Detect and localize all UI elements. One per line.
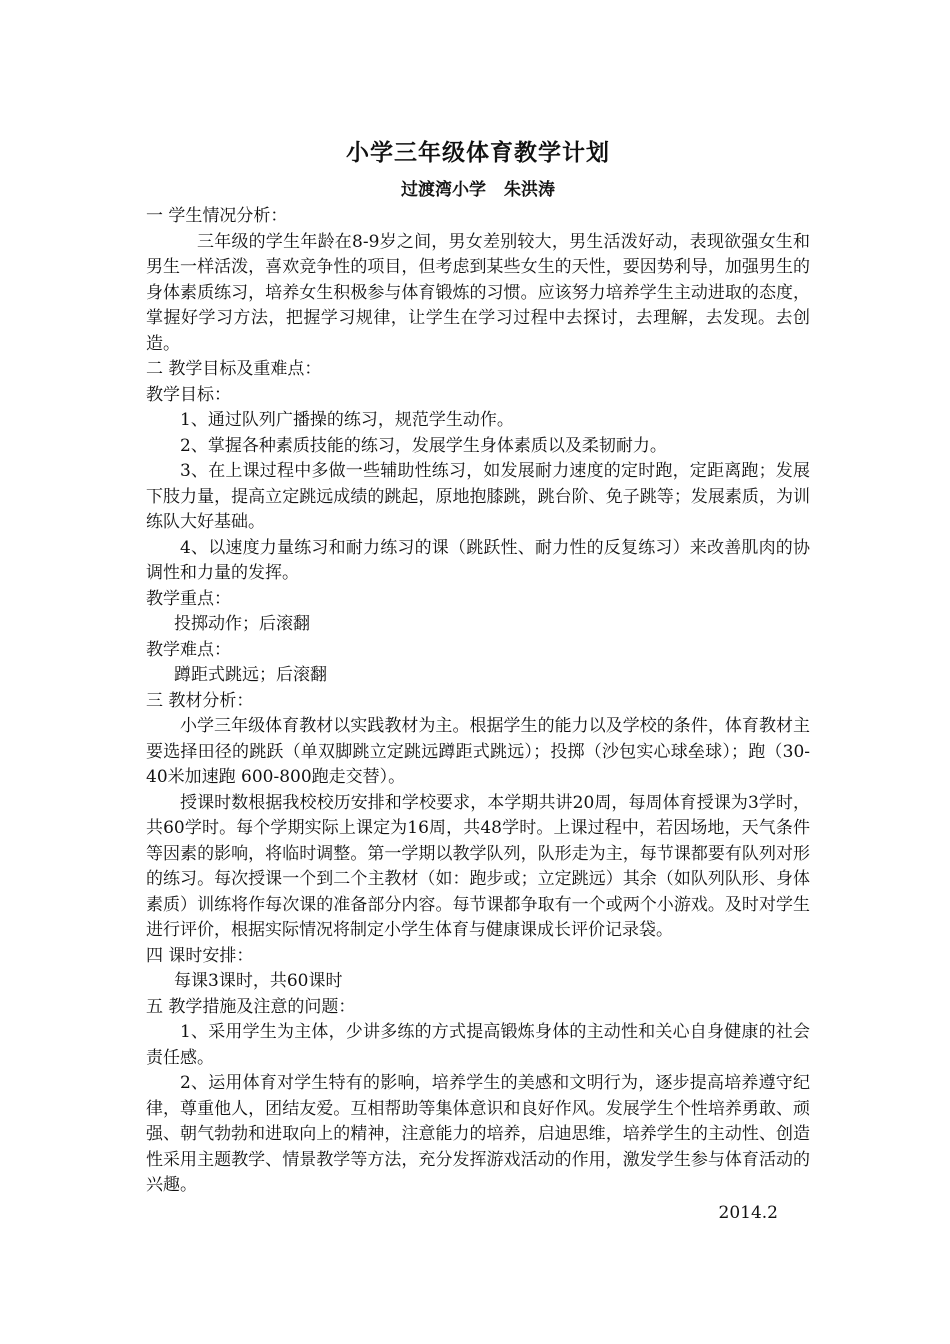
goal-item: 4、以速度力量练习和耐力练习的课（跳跃性、耐力性的反复练习）来改善肌肉的协调性和力量的发挥。: [146, 537, 810, 583]
difficult-points-text: 蹲距式跳远；后滚翻: [174, 665, 327, 685]
document-byline: [146, 178, 810, 202]
key-points-label: 教学重点：: [146, 588, 231, 609]
goal-item: 1、通过队列广播操的练习，规范学生动作。: [180, 410, 514, 430]
section1-paragraph: 三年级的学生年龄在8-9岁之间，男女差别较大，男生活泼好动，表现欲强女生和男生一样活泼，喜欢竞争性的项目，但考虑到某些女生的天性，要因势利导，加强男生的身体素质练习，培养女生积极参与体育锻炼的习惯。应该努力培养学生主动进取的态度，掌握好学习方法，把握学习规律，让学生在学习过程中去探讨，去理解，去发现。去创造。: [146, 231, 810, 354]
section4-heading: 四 课时安排：: [146, 945, 254, 966]
section3-paragraph-1: 小学三年级体育教材以实践教材为主。根据学生的能力以及学校的条件，体育教材主要选择田径的跳跃（单双脚跳立定跳远蹲距式跳远）；投掷（沙包实心球垒球）；跑（30-40米加速跑 600-800跑走交替）。: [146, 716, 810, 787]
document-date: 2014.2: [718, 1202, 778, 1223]
key-points-text: 投掷动作；后滚翻: [174, 614, 310, 634]
section3-heading: 三 教材分析：: [146, 690, 254, 711]
goals-label: 教学目标：: [146, 384, 231, 405]
difficult-points-label: 教学难点：: [146, 639, 231, 660]
section4-text: 每课3课时，共60课时: [174, 971, 343, 991]
section5-heading: 五 教学措施及注意的问题：: [146, 996, 356, 1017]
goal-item: 3、在上课过程中多做一些辅助性练习，如发展耐力速度的定时跑，定距离跑；发展下肢力量，提高立定跳远成绩的跳起，原地抱膝跳，跳台阶、免子跳等；发展素质，为训练队大好基础。: [146, 461, 810, 532]
section3-paragraph-2: 授课时数根据我校校历安排和学校要求，本学期共讲20周，每周体育授课为3学时，共60学时。每个学期实际上课定为16周，共48学时。上课过程中，若因场地，天气条件等因素的影响，将临时调整。第一学期以教学队列，队形走为主，每节课都要有队列对形的练习。每次授课一个到二个主教材（如：跑步或；立定跳远）其余（如队列队形、身体素质）训练将作每次课的准备部分内容。每节课都争取有一个或两个小游戏。及时对学生进行评价，根据实际情况将制定小学生体育与健康课成长评价记录袋。: [146, 792, 810, 940]
measure-item: 2、运用体育对学生特有的影响，培养学生的美感和文明行为，逐步提高培养遵守纪律，尊重他人，团结友爱。互相帮助等集体意识和良好作风。发展学生个性培养勇敢、顽强、朝气勃勃和进取向上的精神，注意能力的培养，启迪思维，培养学生的主动性、创造性采用主题教学、情景教学等方法，充分发挥游戏活动的作用，激发学生参与体育活动的兴趣。: [146, 1073, 810, 1195]
section2-heading: 二 教学目标及重难点：: [146, 359, 322, 379]
goal-item: 2、掌握各种素质技能的练习，发展学生身体素质以及柔韧耐力。: [180, 435, 667, 456]
document-title: 小学三年级体育教学计划: [346, 140, 610, 166]
measure-item: 1、采用学生为主体，少讲多练的方式提高锻炼身体的主动性和关心自身健康的社会责任感。: [146, 1022, 810, 1068]
author-name: 朱洪涛: [504, 180, 555, 200]
school-name: 过渡湾小学: [401, 180, 486, 200]
section1-heading: 一 学生情况分析：: [146, 206, 288, 226]
document-page: [146, 130, 810, 1226]
